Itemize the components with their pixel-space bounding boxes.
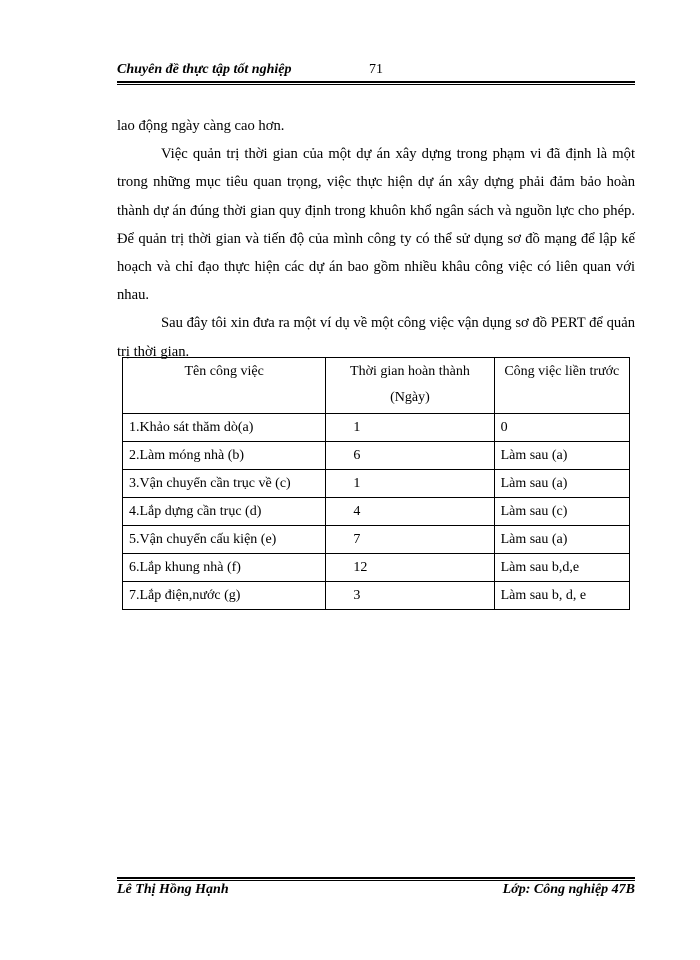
cell-task-name: 6.Lắp khung nhà (f) [123, 554, 326, 582]
header-rule-thick [117, 81, 635, 83]
cell-task-name: 5.Vận chuyển cấu kiện (e) [123, 526, 326, 554]
paragraph: Sau đây tôi xin đưa ra một ví dụ về một công việc vận dụng sơ đồ PERT để quản trị thời gian. [117, 315, 635, 360]
cell-predecessor: Làm sau (a) [494, 470, 629, 498]
cell-duration: 3 [326, 582, 494, 610]
cell-task-name: 4.Lắp dựng cần trục (d) [123, 498, 326, 526]
cell-task-name: 3.Vận chuyển cần trục về (c) [123, 470, 326, 498]
footer-class: Lớp: Công nghiệp 47B [502, 882, 635, 897]
cell-duration: 12 [326, 554, 494, 582]
cell-duration: 6 [326, 442, 494, 470]
paragraph: Việc quản trị thời gian của một dự án xây dựng trong phạm vi đã định là một trong những mục tiêu quan trọng, việc thực hiện dự án xây dựng phải đảm bảo hoàn thành dự án đúng thời gian quy định trong khuôn khổ ngân sách và nguồn lực cho phép. Để quản trị thời gian và tiến độ của mình công ty có thể sử dụng sơ đồ mạng để lập kế hoạch và chỉ đạo thực hiện các dự án bao gồm nhiều khâu công việc có liên quan với nhau. [117, 146, 635, 304]
cell-predecessor: 0 [494, 414, 629, 442]
cell-task-name: 2.Làm móng nhà (b) [123, 442, 326, 470]
column-header-predecessor: Công việc liền trước [494, 358, 629, 414]
table-row [123, 554, 630, 582]
paragraph: lao động ngày càng cao hơn. [117, 118, 285, 134]
cell-predecessor: Làm sau b,d,e [494, 554, 629, 582]
page-number: 71 [369, 62, 383, 77]
footer-author: Lê Thị Hồng Hạnh [117, 882, 229, 897]
table-row [123, 442, 630, 470]
column-header-task-name: Tên công việc [123, 358, 326, 414]
table-row [123, 498, 630, 526]
table-row [123, 582, 630, 610]
column-header-duration: Thời gian hoàn thành (Ngày) [326, 358, 494, 414]
cell-predecessor: Làm sau b, d, e [494, 582, 629, 610]
cell-task-name: 1.Khảo sát thăm dò(a) [123, 414, 326, 442]
table-row [123, 470, 630, 498]
page-header [117, 62, 635, 80]
page-footer [117, 882, 635, 900]
header-rule-thin [117, 84, 635, 85]
cell-duration: 1 [326, 470, 494, 498]
cell-task-name: 7.Lắp điện,nước (g) [123, 582, 326, 610]
table-header-row [123, 358, 630, 414]
pert-task-table [122, 357, 630, 610]
cell-duration: 4 [326, 498, 494, 526]
cell-predecessor: Làm sau (a) [494, 442, 629, 470]
cell-predecessor: Làm sau (c) [494, 498, 629, 526]
cell-predecessor: Làm sau (a) [494, 526, 629, 554]
footer-rule-thick [117, 877, 635, 879]
cell-duration: 7 [326, 526, 494, 554]
table-row [123, 526, 630, 554]
cell-duration: 1 [326, 414, 494, 442]
footer-rule-thin [117, 880, 635, 881]
body-text [117, 112, 635, 366]
table-row [123, 414, 630, 442]
document-title: Chuyên đề thực tập tốt nghiệp [117, 62, 292, 77]
